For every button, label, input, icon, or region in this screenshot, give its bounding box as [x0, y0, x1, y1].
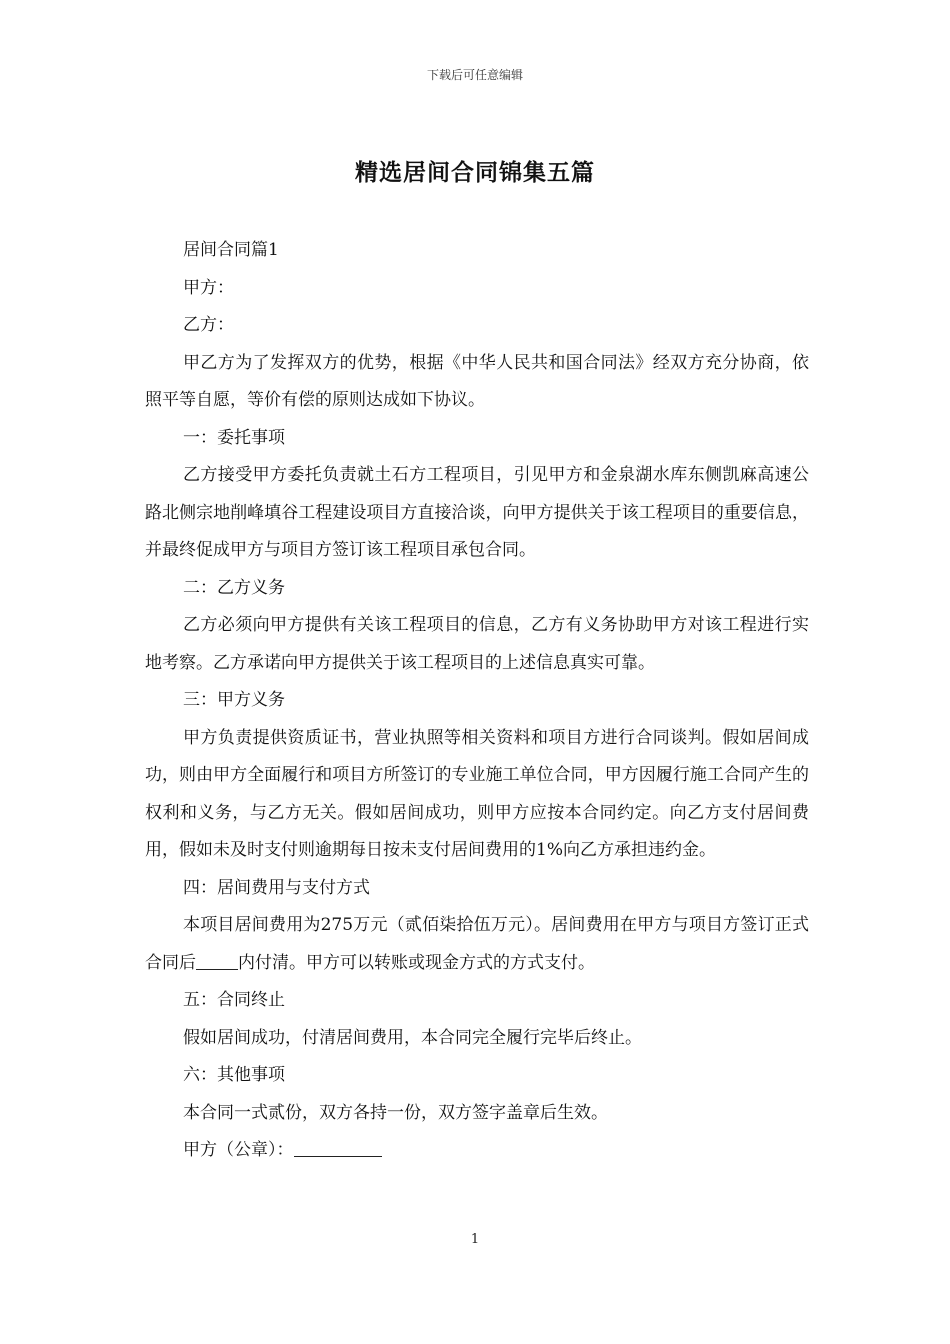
clause-body-6: 本合同一式贰份，双方各持一份，双方签字盖章后生效。 [183, 1102, 608, 1123]
clause-heading-6: 六：其他事项 [183, 1065, 285, 1085]
signature-label: 甲方（公章）： [183, 1140, 294, 1160]
clause-heading-4: 四：居间费用与支付方式 [183, 877, 370, 898]
clause-body-1: 乙方接受甲方委托负责就土石方工程项目，引见甲方和金泉湖水库东侧凯麻高速公路北侧宗地削峰填谷工程建设项目方直接洽谈，向甲方提供关于该工程项目的重要信息，并最终促成甲方与项目方签订该工程项目承包合同。 [145, 465, 809, 560]
clause-body-4-part-2: 内付清。甲方可以转账或现金方式的方式支付。 [238, 952, 595, 973]
blank-line [196, 951, 238, 970]
clause-heading-3: 三：甲方义务 [183, 690, 285, 710]
signature-line [145, 1132, 809, 1170]
preamble-paragraph: 甲乙方为了发挥双方的优势，根据《中华人民共和国合同法》经双方充分协商，依照平等自愿，等价有偿的原则达成如下协议。 [145, 352, 809, 410]
party-b-label: 乙方： [183, 315, 234, 335]
clause-heading-2: 二：乙方义务 [183, 577, 285, 598]
clause-heading-1: 一：委托事项 [183, 427, 285, 448]
document-body [145, 232, 809, 1170]
clause-body-3: 甲方负责提供资质证书，营业执照等相关资料和项目方进行合同谈判。假如居间成功，则由甲方全面履行和项目方所签订的专业施工单位合同，甲方因履行施工合同产生的权利和义务，与乙方无关。假如居间成功，则甲方应按本合同约定。向乙方支付居间费用，假如未及时支付则逾期每日按未支付居间费用的1%向乙方承担违约金。 [145, 727, 809, 860]
page-number: 1 [470, 1232, 480, 1247]
clause-body-5: 假如居间成功，付清居间费用，本合同完全履行完毕后终止。 [183, 1027, 642, 1048]
header-note: 下载后可任意编辑 [426, 68, 523, 82]
clause-body-4-part-1: 本项目居间费用为275万元（贰佰柒拾伍万元）。居间费用在甲方与项目方签订正式合同后 [145, 915, 809, 973]
section-heading: 居间合同篇1 [183, 240, 279, 260]
clause-heading-5: 五：合同终止 [183, 990, 285, 1010]
clause-body-4 [145, 907, 809, 982]
document-title: 精选居间合同锦集五篇 [355, 160, 595, 186]
clause-body-2: 乙方必须向甲方提供有关该工程项目的信息，乙方有义务协助甲方对该工程进行实地考察。乙方承诺向甲方提供关于该工程项目的上述信息真实可靠。 [145, 615, 809, 673]
party-a-label: 甲方： [183, 277, 234, 298]
signature-blank [294, 1138, 382, 1157]
